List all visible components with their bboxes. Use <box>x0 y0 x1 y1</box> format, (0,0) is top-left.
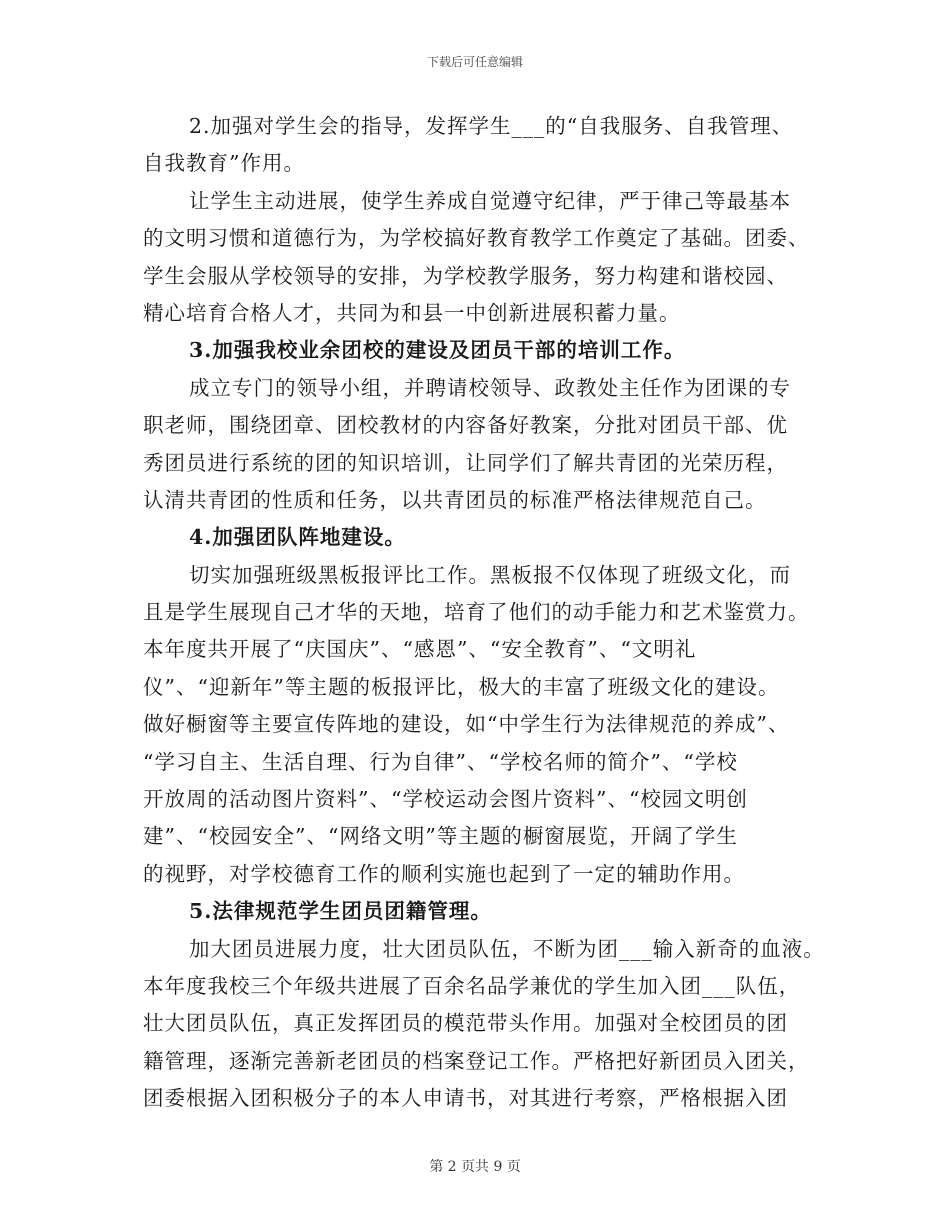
text-line: 开放周的活动图片资料”、“学校运动会图片资料”、“校园文明创 <box>143 787 748 812</box>
text-line: 认清共青团的性质和任务，以共青团员的标准严格法律规范自己。 <box>143 487 767 512</box>
text-line: 本年度我校三个年级共进展了百余名品学兼优的学生加入团___队伍， <box>143 973 801 998</box>
text-line: 精心培育合格人才，共同为和县一中创新进展积蓄力量。 <box>143 300 681 325</box>
text-line: 加大团员进展力度，壮大团员队伍，不断为团___输入新奇的血液。 <box>189 936 825 961</box>
text-line: 且是学生展现自己才华的天地，培育了他们的动手能力和艺术鉴赏力。 <box>143 600 810 625</box>
text-line: 壮大团员队伍，真正发挥团员的模范带头作用。加强对全校团员的团 <box>143 1011 788 1036</box>
text-line: 秀团员进行系统的团的知识培训，让同学们了解共青团的光荣历程， <box>143 450 788 475</box>
text-line: 2.加强对学生会的指导，发挥学生___的“自我服务、自我管理、 <box>189 114 794 138</box>
text-line: 让学生主动进展，使学生养成自觉遵守纪律，严于律己等最基本 <box>189 188 791 213</box>
text-line: 切实加强班级黑板报评比工作。黑板报不仅体现了班级文化，而 <box>189 562 791 587</box>
page-footer: 第 2 页共 9 页 <box>429 1159 521 1175</box>
page-header: 下载后可任意编辑 <box>426 55 523 69</box>
document-body <box>143 108 825 1118</box>
text-line: 做好橱窗等主要宣传阵地的建设，如“中学生行为法律规范的养成”、 <box>143 712 790 737</box>
text-line: 本年度共开展了“庆国庆”、“感恩”、“安全教育”、“文明礼 <box>143 637 697 662</box>
text-line: 成立专门的领导小组，并聘请校领导、政教处主任作为团课的专 <box>189 375 791 400</box>
text-line: 的文明习惯和道德行为，为学校搞好教育教学工作奠定了基础。团委、 <box>143 226 810 251</box>
text-line: 建”、“校园安全”、“网络文明”等主题的橱窗展览，开阔了学生 <box>143 824 738 849</box>
text-line: 的视野，对学校德育工作的顺利实施也起到了一定的辅助作用。 <box>143 861 745 886</box>
text-line: 仪”、“迎新年”等主题的板报评比，极大的丰富了班级文化的建设。 <box>143 674 780 699</box>
section-heading: 4.加强团队阵地建设。 <box>189 525 406 550</box>
text-line: 学生会服从学校领导的安排，为学校教学服务，努力构建和谐校园、 <box>143 263 788 288</box>
text-line: 籍管理，逐渐完善新老团员的档案登记工作。严格把好新团员入团关， <box>143 1048 810 1073</box>
text-line: 团委根据入团积极分子的本人申请书，对其进行考察，严格根据入团 <box>143 1086 788 1111</box>
section-heading: 3.加强我校业余团校的建设及团员干部的培训工作。 <box>189 338 686 363</box>
text-line: “学习自主、生活自理、行为自律”、“学校名师的简介”、“学校 <box>143 749 738 774</box>
text-line: 职老师，围绕团章、团校教材的内容备好教案，分批对团员干部、优 <box>143 413 788 438</box>
text-line: 自我教育”作用。 <box>143 151 305 176</box>
section-heading: 5.法律规范学生团员团籍管理。 <box>189 899 492 924</box>
